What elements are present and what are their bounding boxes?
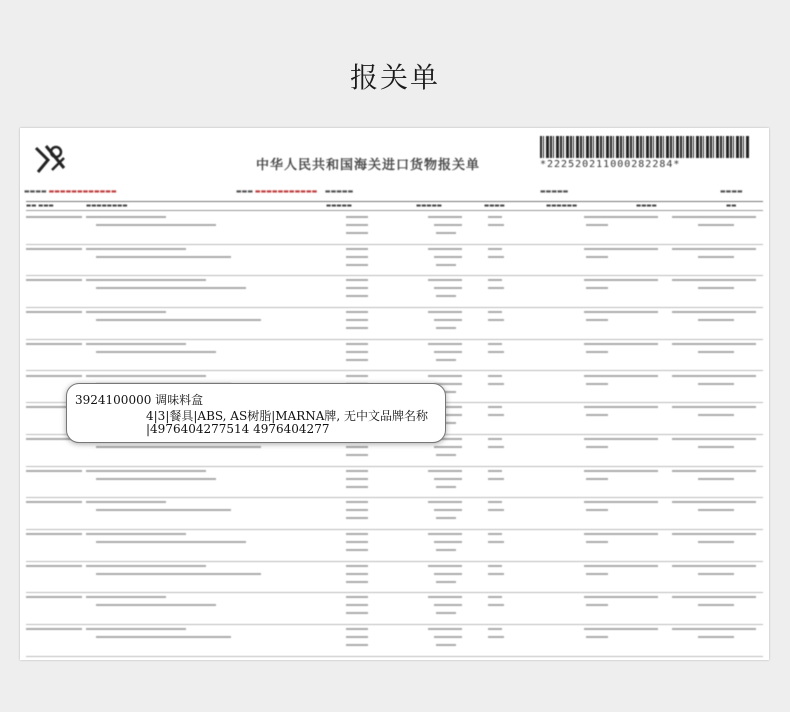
text-line (346, 541, 368, 543)
table-row (26, 339, 763, 372)
text-line (436, 359, 456, 361)
text-line (32, 533, 82, 535)
text-line (584, 375, 658, 377)
text-line (488, 343, 502, 345)
text-line (698, 383, 734, 385)
text-line (488, 501, 502, 503)
meta-right: ▬▬▬▬▬ (540, 188, 569, 195)
text-line (488, 311, 502, 313)
text-line (96, 256, 231, 258)
text-line (698, 636, 734, 638)
meta-center: ▬▬▬ ▬▬▬▬▬▬▬▬▬▬▬ ▬▬▬▬▬ (236, 188, 354, 195)
tooltip-line-2: 4|3|餐具|ABS, AS树脂|MARNA牌, 无中文品牌名称 (146, 409, 429, 423)
text-line (346, 517, 368, 519)
text-line (346, 375, 368, 377)
text-line (346, 446, 368, 448)
text-line (488, 287, 504, 289)
text-line (346, 295, 368, 297)
text-line (436, 295, 456, 297)
text-line (672, 533, 756, 535)
text-line (488, 224, 504, 226)
text-line (96, 573, 261, 575)
text-line (672, 565, 756, 567)
text-line (488, 478, 504, 480)
text-line (346, 224, 368, 226)
text-line (434, 509, 462, 511)
text-line (86, 533, 186, 535)
text-line (428, 533, 462, 535)
text-line (32, 343, 82, 345)
text-line (346, 581, 368, 583)
text-line (346, 264, 368, 266)
text-line (698, 604, 734, 606)
text-line (86, 279, 206, 281)
text-line (586, 351, 608, 353)
text-line (346, 486, 368, 488)
text-line (436, 327, 456, 329)
text-line (86, 501, 166, 503)
text-line (488, 533, 502, 535)
text-line (436, 232, 456, 234)
text-line (32, 375, 82, 377)
text-line (488, 319, 504, 321)
text-line (586, 319, 608, 321)
text-line (96, 224, 216, 226)
text-line (488, 248, 502, 250)
text-line (86, 470, 206, 472)
text-line (32, 565, 82, 567)
text-line (346, 279, 368, 281)
text-line (436, 454, 456, 456)
table-row (26, 497, 763, 530)
text-line (346, 509, 368, 511)
text-line (672, 501, 756, 503)
text-line (488, 541, 504, 543)
text-line (488, 636, 504, 638)
table-row (26, 307, 763, 340)
text-line (346, 248, 368, 250)
text-line (86, 248, 186, 250)
text-line (32, 216, 82, 218)
text-line (428, 375, 462, 377)
table-row (26, 529, 763, 562)
text-line (584, 533, 658, 535)
text-line (434, 319, 462, 321)
text-line (698, 224, 734, 226)
text-line (584, 628, 658, 630)
text-line (434, 446, 462, 448)
text-line (586, 446, 608, 448)
text-line (698, 351, 734, 353)
text-line (346, 359, 368, 361)
text-line (672, 438, 756, 440)
text-line (586, 383, 608, 385)
text-line (436, 486, 456, 488)
text-line (428, 596, 462, 598)
text-line (488, 351, 504, 353)
text-line (32, 311, 82, 313)
text-line (586, 256, 608, 258)
text-line (586, 509, 608, 511)
text-line (96, 604, 216, 606)
text-line (32, 501, 82, 503)
text-line (488, 279, 502, 281)
table-row (26, 244, 763, 277)
form-title: 中华人民共和国海关进口货物报关单 (256, 158, 481, 173)
tooltip-line-1: 3924100000 调味料盒 (75, 393, 204, 407)
text-line (346, 256, 368, 258)
text-line (698, 414, 734, 416)
text-line (698, 509, 734, 511)
text-line (434, 541, 462, 543)
text-line (428, 279, 462, 281)
text-line (96, 446, 261, 448)
text-line (346, 644, 368, 646)
text-line (672, 470, 756, 472)
text-line (346, 470, 368, 472)
text-line (488, 596, 502, 598)
text-line (488, 375, 502, 377)
text-line (86, 343, 186, 345)
text-line (488, 256, 504, 258)
text-line (488, 406, 502, 408)
text-line (32, 470, 82, 472)
text-line (428, 501, 462, 503)
text-line (488, 573, 504, 575)
text-line (428, 248, 462, 250)
text-line (436, 517, 456, 519)
text-line (32, 596, 82, 598)
text-line (488, 628, 502, 630)
text-line (672, 216, 756, 218)
text-line (346, 232, 368, 234)
text-line (586, 636, 608, 638)
text-line (428, 216, 462, 218)
table-row (26, 466, 763, 499)
customs-declaration-image (20, 128, 769, 660)
barcode (540, 136, 750, 158)
text-line (586, 573, 608, 575)
text-line (96, 478, 216, 480)
text-line (96, 319, 261, 321)
text-line (346, 216, 368, 218)
text-line (488, 604, 504, 606)
page-title: 报关单 (349, 61, 440, 94)
text-line (428, 628, 462, 630)
text-line (32, 628, 82, 630)
text-line (488, 565, 502, 567)
table-row (26, 624, 763, 657)
text-line (698, 287, 734, 289)
text-line (96, 541, 246, 543)
text-line (436, 549, 456, 551)
text-line (488, 414, 504, 416)
text-line (346, 287, 368, 289)
text-line (434, 256, 462, 258)
text-line (672, 343, 756, 345)
tooltip-line-3: |4976404277514 4976404277 (146, 422, 330, 436)
text-line (96, 351, 216, 353)
text-line (96, 287, 246, 289)
text-line (584, 279, 658, 281)
meta-left: ▬▬▬▬ ▬▬▬▬▬▬▬▬▬▬▬▬ (24, 188, 117, 195)
text-line (584, 470, 658, 472)
text-line (584, 565, 658, 567)
text-line (346, 343, 368, 345)
text-line (488, 446, 504, 448)
text-line (96, 636, 231, 638)
text-line (434, 604, 462, 606)
text-line (86, 596, 166, 598)
text-line (346, 596, 368, 598)
text-line (346, 319, 368, 321)
text-line (586, 414, 608, 416)
text-line (434, 478, 462, 480)
text-line (346, 327, 368, 329)
table-row (26, 275, 763, 308)
text-line (346, 311, 368, 313)
text-line (698, 478, 734, 480)
text-line (672, 311, 756, 313)
text-line (434, 636, 462, 638)
text-line (698, 573, 734, 575)
text-line (434, 287, 462, 289)
text-line (436, 264, 456, 266)
text-line (346, 454, 368, 456)
text-line (346, 573, 368, 575)
text-line (436, 581, 456, 583)
text-line (428, 470, 462, 472)
text-line (436, 612, 456, 614)
text-line (488, 216, 502, 218)
text-line (434, 224, 462, 226)
text-line (488, 438, 502, 440)
table-row (26, 212, 763, 245)
text-line (86, 216, 166, 218)
text-line (586, 224, 608, 226)
text-line (96, 509, 231, 511)
text-line (586, 287, 608, 289)
text-line (672, 628, 756, 630)
text-line (488, 470, 502, 472)
text-line (584, 248, 658, 250)
text-line (584, 216, 658, 218)
hs-code-tooltip (66, 383, 446, 443)
text-line (346, 604, 368, 606)
text-line (672, 406, 756, 408)
text-line (346, 565, 368, 567)
text-line (672, 248, 756, 250)
text-line (584, 343, 658, 345)
text-line (346, 533, 368, 535)
text-line (488, 509, 504, 511)
text-line (488, 383, 504, 385)
text-line (32, 248, 82, 250)
text-line (584, 438, 658, 440)
text-line (346, 351, 368, 353)
text-line (584, 501, 658, 503)
customs-emblem-icon (32, 142, 68, 178)
text-line (86, 565, 206, 567)
text-line (86, 628, 186, 630)
text-line (346, 478, 368, 480)
text-line (86, 311, 166, 313)
text-line (346, 501, 368, 503)
text-line (428, 343, 462, 345)
text-line (698, 446, 734, 448)
text-line (436, 644, 456, 646)
text-line (346, 636, 368, 638)
text-line (434, 573, 462, 575)
text-line (584, 406, 658, 408)
text-line (86, 375, 206, 377)
text-line (698, 256, 734, 258)
text-line (32, 279, 82, 281)
text-line (698, 319, 734, 321)
text-line (672, 279, 756, 281)
text-line (586, 478, 608, 480)
text-line (672, 375, 756, 377)
text-line (584, 596, 658, 598)
table-row (26, 561, 763, 594)
text-line (428, 565, 462, 567)
text-line (346, 628, 368, 630)
text-line (698, 541, 734, 543)
text-line (586, 541, 608, 543)
table-row (26, 592, 763, 625)
text-line (584, 311, 658, 313)
text-line (346, 549, 368, 551)
text-line (428, 311, 462, 313)
text-line (586, 604, 608, 606)
text-line (434, 351, 462, 353)
text-line (346, 612, 368, 614)
table-header: ▬▬ ▬▬▬ ▬▬▬▬▬▬▬▬ ▬▬▬▬▬ ▬▬▬▬▬ ▬▬▬▬ ▬▬▬▬▬▬ ▬▬▬▬ ▬▬ (26, 201, 763, 211)
meta-page: ▬▬▬▬ (720, 188, 743, 195)
text-line (672, 596, 756, 598)
barcode-number: *222520211000282284* (540, 159, 681, 170)
